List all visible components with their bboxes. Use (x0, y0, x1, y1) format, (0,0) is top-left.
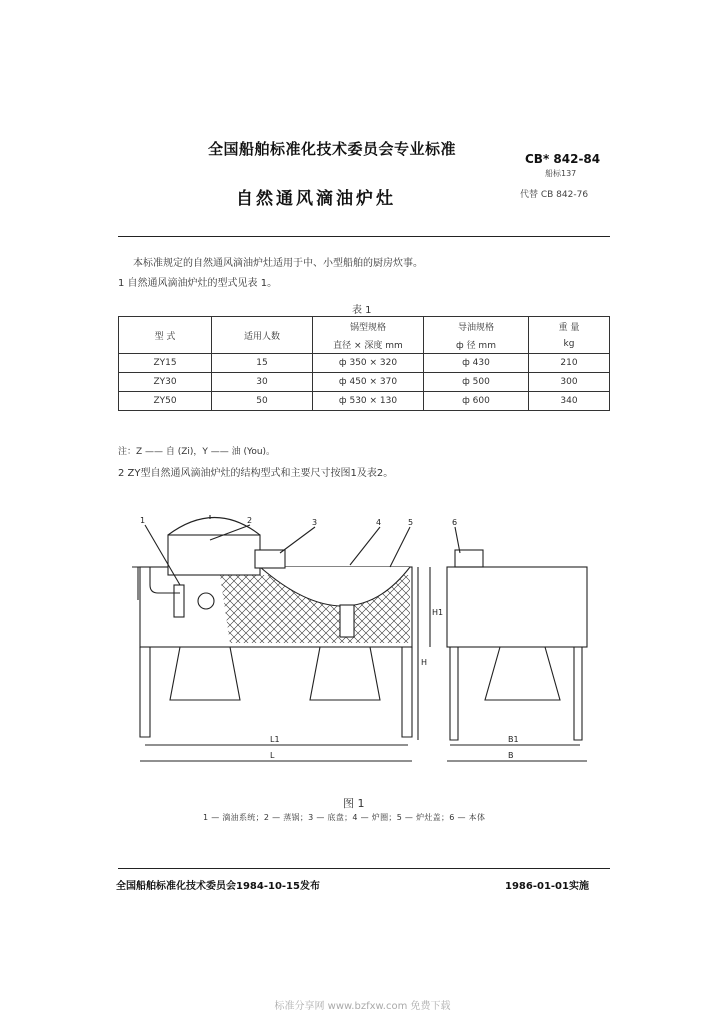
drip-regulator (174, 585, 184, 617)
section-1-text: 1 自然通风滴油炉灶的型式见表 1。 (118, 278, 278, 289)
dim-l: L (270, 751, 275, 760)
cell-burner: ф 600 (424, 392, 529, 411)
header-weight: 重 量 (529, 317, 610, 336)
callout-4: 4 (376, 518, 382, 527)
document-title: 自然通风滴油炉灶 (236, 189, 396, 209)
table-row (119, 373, 610, 392)
spec-table (118, 316, 610, 411)
cell-people: 15 (212, 354, 313, 373)
table-row (119, 392, 610, 411)
cell-type: ZY15 (119, 354, 212, 373)
footer-rule (118, 868, 610, 869)
dim-b1: B1 (508, 735, 519, 744)
callout-5: 5 (408, 518, 414, 527)
cell-weight: 340 (529, 392, 610, 411)
stove-legs-side (450, 647, 582, 740)
drip-valve (198, 593, 214, 609)
steam-pot (168, 535, 260, 575)
ash-cone-left (170, 647, 240, 700)
callout-1: 1 (140, 516, 146, 525)
table-row (119, 354, 610, 373)
issue-date: 全国船舶标准化技术委员会1984-10-15发布 (116, 881, 320, 892)
figure-caption: 图 1 (343, 797, 365, 810)
issuing-organization: 全国船舶标准化技术委员会专业标准 (208, 140, 457, 158)
header-pot-sub: 直径 × 深度 mm (313, 335, 424, 354)
header-burner-sub: ф 径 mm (424, 335, 529, 354)
callout-3: 3 (312, 518, 318, 527)
cell-pot: ф 530 × 130 (313, 392, 424, 411)
standard-code: CB* 842-84 (525, 152, 601, 166)
stove-body-side (447, 567, 587, 647)
header-type: 型 式 (119, 317, 212, 354)
cell-type: ZY30 (119, 373, 212, 392)
cell-weight: 210 (529, 354, 610, 373)
cell-people: 50 (212, 392, 313, 411)
section-2-text: 2 ZY型自然通风滴油炉灶的结构型式和主要尺寸按图1及表2。 (118, 468, 394, 479)
replaces-reference: 代替 CB 842-76 (520, 190, 589, 200)
dim-h: H (421, 658, 428, 667)
ash-cone-right (310, 647, 380, 700)
table-note: 注：Z —— 自 (Zi)，Y —— 油 (You)。 (118, 447, 276, 457)
cell-pot: ф 350 × 320 (313, 354, 424, 373)
dim-b: B (508, 751, 514, 760)
stove-legs-front (140, 647, 412, 737)
dim-h1: H1 (432, 608, 444, 617)
cell-burner: ф 430 (424, 354, 529, 373)
header-pot: 锅型规格 (313, 317, 424, 336)
stove-ring-side (455, 550, 483, 567)
callout-2: 2 (247, 516, 253, 525)
header-burner: 导油规格 (424, 317, 529, 336)
figure-legend: 1 — 滴油系统；2 — 蒸锅；3 — 底盘；4 — 炉圈；5 — 炉灶盖；6 — 本体 (203, 813, 486, 822)
cell-people: 30 (212, 373, 313, 392)
cell-pot: ф 450 × 370 (313, 373, 424, 392)
ash-cone-side (485, 647, 560, 700)
intro-paragraph: 本标准规定的自然通风滴油炉灶适用于中、小型船舶的厨房炊事。 (133, 258, 423, 269)
watermark: 标准分享网 www.bzfxw.com 免费下载 (274, 1001, 451, 1012)
header-people: 适用人数 (212, 317, 313, 354)
table-caption: 表 1 (352, 305, 372, 316)
header-rule (118, 236, 610, 237)
stove-drawing (110, 505, 610, 775)
cell-type: ZY50 (119, 392, 212, 411)
cell-weight: 300 (529, 373, 610, 392)
effective-date: 1986-01-01实施 (505, 881, 589, 892)
dim-l1: L1 (270, 735, 280, 744)
cell-burner: ф 500 (424, 373, 529, 392)
burner-nozzle (340, 605, 354, 637)
standard-reference: 船标137 (545, 169, 577, 178)
header-weight-unit: kg (529, 335, 610, 354)
callout-6: 6 (452, 518, 458, 527)
